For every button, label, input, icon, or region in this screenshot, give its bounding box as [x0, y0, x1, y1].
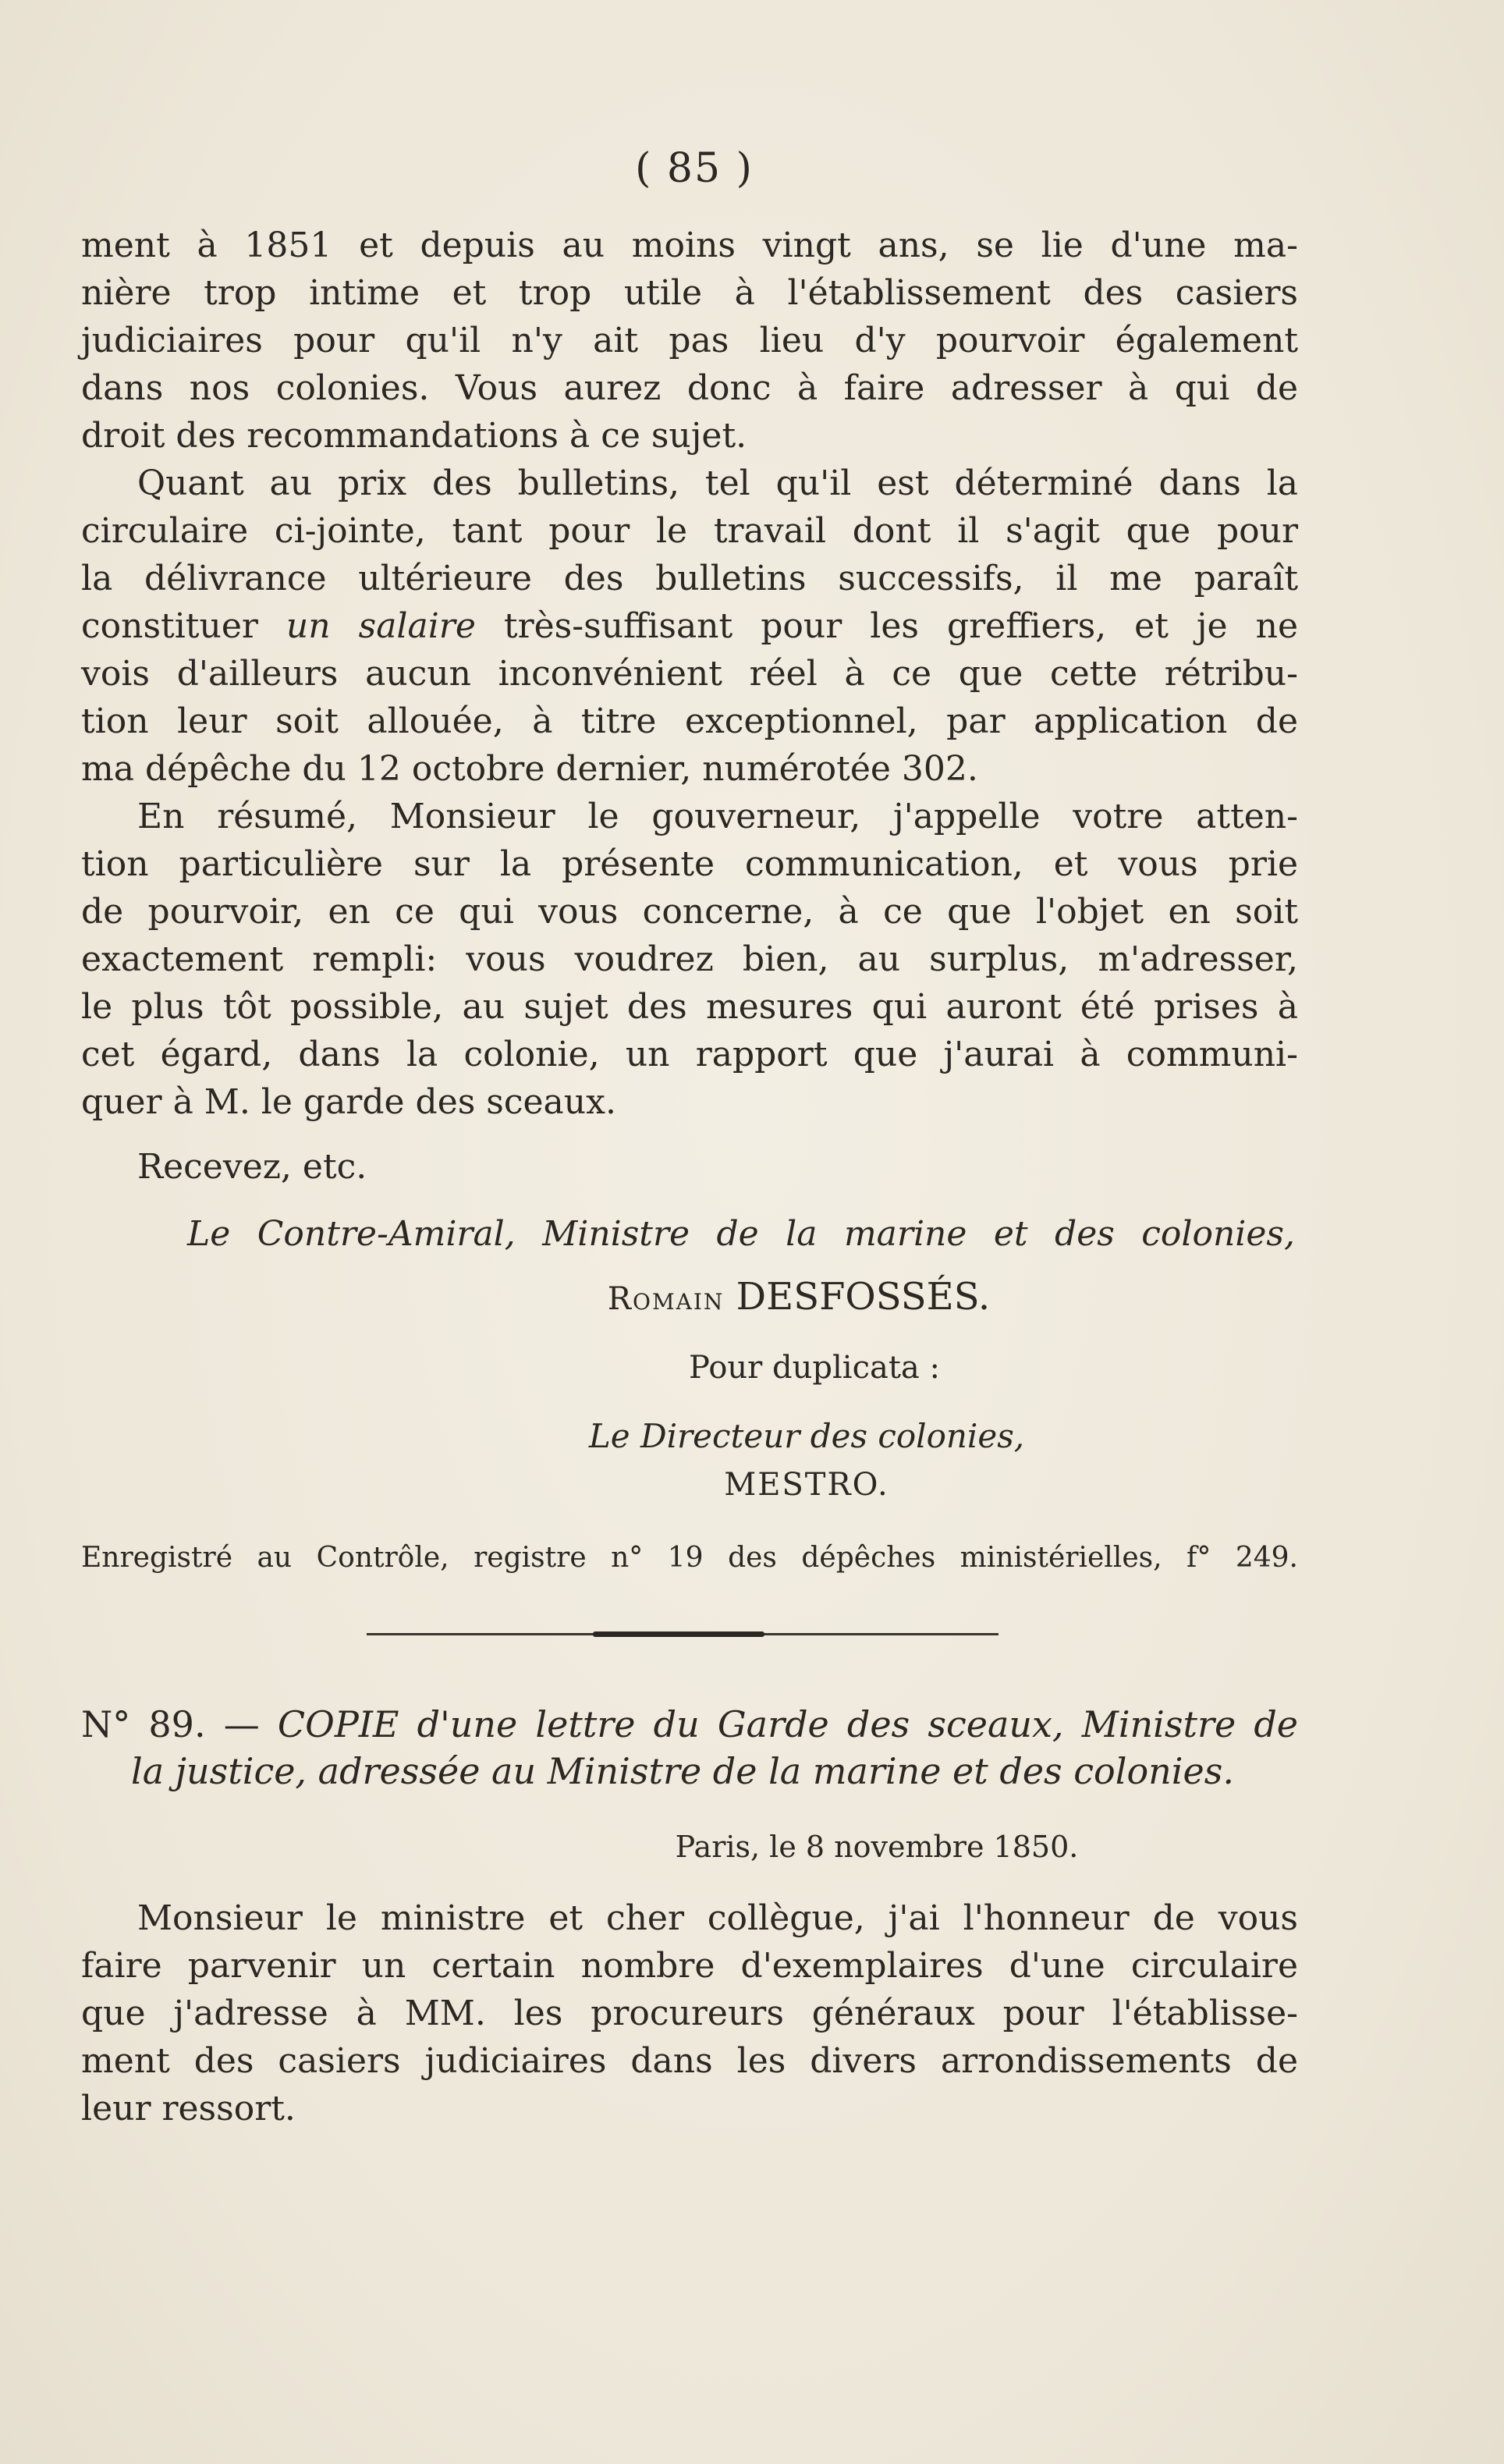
director-name: MESTRO.: [724, 1467, 889, 1503]
text-segment: constituer: [81, 606, 286, 646]
closing-salutation: Recevez, etc.: [137, 1147, 367, 1187]
text-line: nière trop intime et trop utile à l'établissement des casiers: [81, 273, 1298, 313]
letter-body: [81, 1894, 1298, 2132]
text-line: tion particulière sur la présente communication, et vous prie: [81, 844, 1298, 884]
text-line: ment des casiers judiciaires dans les divers arrondissements de: [81, 2041, 1298, 2081]
text-line: exactement rempli: vous voudrez bien, au surplus, m'adresser,: [81, 939, 1298, 979]
text-line: le plus tôt possible, au sujet des mesures qui auront été prises à: [81, 987, 1298, 1027]
signatory-first-name: Romain: [607, 1281, 725, 1317]
document-heading-line-2: la justice, adressée au Ministre de la marine et des colonies.: [131, 1750, 1234, 1792]
text-line: faire parvenir un certain nombre d'exemplaires d'une circulaire: [81, 1946, 1298, 1986]
text-segment: très-suffisant pour les greffiers, et je ne: [475, 606, 1298, 646]
text-line: quer à M. le garde des sceaux.: [81, 1082, 616, 1122]
text-line: circulaire ci-jointe, tant pour le travail dont il s'agit que pour: [81, 511, 1298, 551]
text-line: la délivrance ultérieure des bulletins successifs, il me paraît: [81, 559, 1298, 598]
paragraph-resume: [81, 793, 1298, 1126]
document-number: N° 89. —: [81, 1703, 278, 1745]
paragraph-continuation: [81, 222, 1298, 460]
text-line: Monsieur le ministre et cher collègue, j'ai l'honneur de vous: [137, 1898, 1298, 1938]
text-line: ma dépêche du 12 octobre dernier, numérotée 302.: [81, 749, 978, 789]
italic-phrase: un salaire: [286, 606, 476, 646]
text-line: Quant au prix des bulletins, tel qu'il est déterminé dans la: [137, 463, 1298, 503]
text-line: leur ressort.: [81, 2089, 296, 2128]
signatory-last-name: DESFOSSÉS.: [736, 1275, 991, 1319]
text-line: ment à 1851 et depuis au moins vingt ans, se lie d'une ma-: [81, 225, 1298, 265]
text-line: judiciaires pour qu'il n'y ait pas lieu d'y pourvoir également: [81, 321, 1298, 360]
text-line: dans nos colonies. Vous aurez donc à faire adresser à qui de: [81, 368, 1298, 408]
text-line: tion leur soit allouée, à titre exceptionnel, par application de: [81, 701, 1298, 741]
registration-note: Enregistré au Contrôle, registre n° 19 des dépêches ministérielles, f° 249.: [81, 1542, 1298, 1574]
section-divider-accent: [593, 1631, 764, 1637]
text-line-mixed: [81, 602, 1298, 650]
director-title: Le Directeur des colonies,: [588, 1417, 1025, 1455]
text-line: vois d'ailleurs aucun inconvénient réel à ce que cette rétribu-: [81, 654, 1298, 694]
page-number: ( 85 ): [635, 145, 754, 192]
signatory-name: [0, 1275, 1504, 1319]
signatory-title: Le Contre-Amiral, Ministre de la marine et des colonies,: [187, 1214, 1295, 1254]
text-line: cet égard, dans la colonie, un rapport que j'aurai à communi-: [81, 1035, 1298, 1074]
paragraph-bulletins-price: [81, 460, 1298, 793]
document-heading-line-1: [81, 1701, 1298, 1748]
text-line: que j'adresse à MM. les procureurs généraux pour l'établisse-: [81, 1994, 1298, 2033]
dateline: Paris, le 8 novembre 1850.: [675, 1830, 1079, 1864]
duplicata-note: Pour duplicata :: [689, 1350, 940, 1386]
document-heading: [81, 1701, 1298, 1795]
text-line: de pourvoir, en ce qui vous concerne, à ce que l'objet en soit: [81, 892, 1298, 932]
document-title-part1: COPIE d'une lettre du Garde des sceaux, Ministre de: [277, 1703, 1299, 1745]
text-line: En résumé, Monsieur le gouverneur, j'appelle votre atten-: [137, 797, 1298, 836]
text-line: droit des recommandations à ce sujet.: [81, 416, 747, 456]
